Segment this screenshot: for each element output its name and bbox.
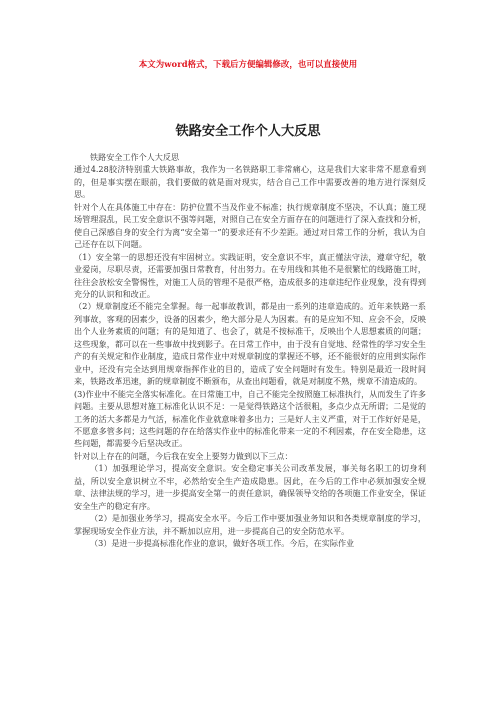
- document-body: [74, 151, 426, 550]
- paragraph: 针对以上存在的问题，今后我在安全上要努力做到以下三点：: [74, 450, 293, 461]
- paragraph: （3）是进一步提高标准化作业的意识，做好各项工作。今后，在实际作业: [90, 538, 355, 549]
- paragraph: （2）是加强业务学习，提高安全水平。今后工作中要加强业务知识和各类规章制度的学习，掌握现场安全作业方法，并不断加以应用，进一步提高自己的安全防范水平。: [74, 513, 426, 536]
- paragraph: （1）加强理论学习，提高安全意识。安全稳定事关公司改革发展，事关每名职工的切身利益，所以安全意识树立不牢，必然给安全生产造成隐患。因此，在今后的工作中必须加强安全规章、法律法规的学习，进一步提高安全第一的责任意识，确保领导交给的各项施工作业安全，保证安全生产的稳定有序。: [74, 463, 426, 511]
- paragraph: （2）规章制度还不能完全掌握。每一起事故教训，都是由一系列的违章造成的。近年来铁路一系列事故，客观的因素少，设备的因素少，绝大部分是人为因素。有的是应知不知、应会不会，反映出个人业务素质的问题；有的是知道了、也会了，就是不按标准干，反映出个人思想素质的问题；这些现象，都可以在一些事故中找到影子。在日常工作中，由于没有自觉地、经常性的学习安全生产的有关规定和作业制度，造成日常作业中对规章制度的掌握还不够，还不能很好的应用到实际作业中，还没有完全达到用规章指挥作业的目的，造成了安全问题时有发生。特别是最近一段时间来，铁路改革迅速，新的规章制度不断颁布，从查出问题看，就是对制度不熟，规章不清造成的。: [74, 301, 426, 387]
- paragraph: （1）安全第一的思想还没有牢固树立。实践证明，安全意识不牢，真正懂法守法，遵章守纪，敬业爱岗，尽职尽责，还需要加强日常教育，付出努力。在专用线和其他不是很繁忙的线路施工时，往往会放松安全警惕性，对施工人员的管理不是很严格，造成很多的违章违纪作业现象，没有得到充分的认识和和改正。: [74, 251, 426, 299]
- paragraph: 通过4.28胶济特别重大铁路事故，我作为一名铁路职工非常痛心，这是我们大家非常不愿意看到的，但是事实摆在眼前，我们要做的就是面对现实，结合自己工作中需要改善的地方进行深刻反思。: [74, 164, 426, 200]
- document-title: 铁路安全工作个人大反思: [175, 124, 321, 139]
- paragraph: 针对个人在具体施工中存在：防护位置不当及作业不标准；执行规章制度不坚决，不认真；施工现场管理混乱，民工安全意识不强等问题，对照自己在安全方面存在的问题进行了深入查找和分析，使自己深感自身的安全行为离“安全第一”的要求还有不少差距。通过对日常工作的分析，我认为自己还存在以下问题。: [74, 201, 426, 250]
- paragraph: (3)作业中不能完全落实标准化。在日常施工中，自己不能完全按照施工标准执行，从而发生了许多问题。主要从思想对施工标准化认识不足：一是觉得铁路这个活很粗，多点少点无所谓；二是觉的工务的活大多都是力气活，标准化作业就意味着多出力；三是好人主义严重，对于工作好好是是，不愿意多管多问；这些问题的存在给落实作业中的标准化带来一定的不利因素，存在安全隐患，这些问题，都需要今后坚决改正。: [74, 388, 426, 449]
- paragraph-subtitle: 铁路安全工作个人大反思: [90, 152, 180, 162]
- download-notice: 本文为word格式，下载后方便编辑修改，也可以直接使用: [138, 59, 358, 69]
